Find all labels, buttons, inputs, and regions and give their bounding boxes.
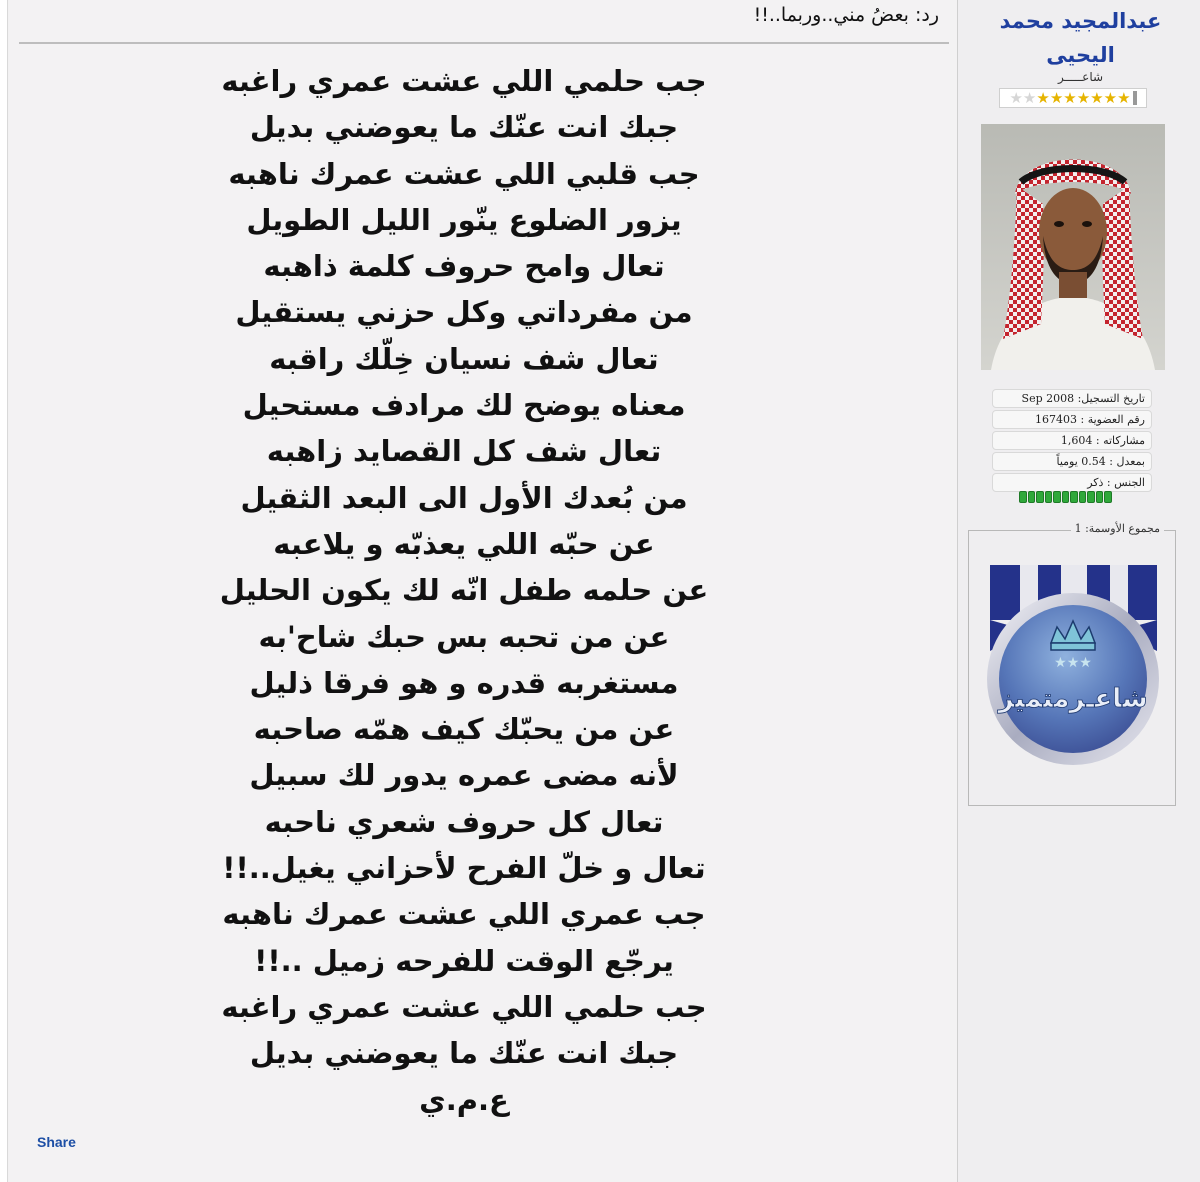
reputation-segment (1062, 491, 1070, 503)
info-registration-date: تاريخ التسجيل: Sep 2008 (992, 389, 1152, 408)
user-sidebar (957, 0, 1200, 1182)
poem-text (199, 58, 729, 1123)
avatar-photo (981, 124, 1165, 370)
poem-line: جبك انت عنّك ما يعوضني بديل (249, 1036, 679, 1071)
poem-line: تعال كل حروف شعري ناحبه (264, 804, 664, 839)
svg-text:★★★: ★★★ (1054, 655, 1092, 671)
reputation-segment (1079, 491, 1087, 503)
rank-star-icon: ★ (1049, 89, 1064, 107)
info-member-number: رقم العضوية : 167403 (992, 410, 1152, 429)
reputation-segment (1096, 491, 1104, 503)
user-rank-title: شاعـــــر (1057, 70, 1104, 84)
poem-line: تعال شف كل القصايد زاهبه (266, 434, 662, 469)
poem-line: من بُعدك الأول الى البعد الثقيل (240, 480, 688, 515)
poem-line: عن من يحبّك كيف همّه صاحبه (253, 712, 675, 747)
medals-legend: مجموع الأوسمة: 1 (1071, 522, 1164, 535)
poem-line: جب حلمي اللي عشت عمري راغبه (221, 64, 707, 98)
poem-line: جب حلمي اللي عشت عمري راغبه (221, 989, 707, 1024)
poem-line: ع.م.ي (419, 1082, 509, 1117)
poem-line: عن من تحبه بس حبك شاح'به (258, 619, 670, 654)
poem-line: معناه يوضح لك مرادف مستحيل (242, 388, 686, 423)
page-left-edge (0, 0, 8, 1182)
rank-star-icon: ★ (1076, 89, 1091, 107)
reputation-segment (1087, 491, 1095, 503)
poem-line: جبك انت عنّك ما يعوضني بديل (249, 110, 679, 145)
poem-line: تعال و خلّ الفرح لأحزاني يغيل..!! (222, 851, 706, 886)
poem-line: عن حبّه اللي يعذبّه و يلاعبه (273, 526, 655, 561)
rank-star-icon: ★ (1063, 89, 1077, 107)
post-divider (19, 42, 949, 44)
poem-line: عن حلمه طفل انّه لك يكون الحليل (219, 573, 709, 608)
rank-star-icon: ★ (1009, 89, 1023, 107)
share-link[interactable]: Share (37, 1134, 76, 1150)
poem-line: تعال وامح حروف كلمة ذاهبه (263, 249, 665, 284)
post-body (9, 0, 957, 1182)
medals-box (968, 530, 1176, 806)
reputation-segment (1019, 491, 1027, 503)
poem-line: جب قلبي اللي عشت عمرك ناهبه (228, 156, 700, 191)
poem-line: مستغربه قدره و هو فرقا ذليل (249, 665, 679, 700)
poem-line: يزور الضلوع ينّور الليل الطويل (246, 202, 682, 237)
reputation-segment (1036, 491, 1044, 503)
rank-star-icon: ★ (1103, 89, 1118, 107)
poem-line: من مفرداتي وكل حزني يستقيل (235, 295, 693, 330)
poem-line: يرجّع الوقت للفرحه زميل ..!! (254, 943, 674, 978)
reputation-bar (1019, 491, 1112, 503)
avatar[interactable] (981, 124, 1165, 370)
poem-line: جب عمري اللي عشت عمرك ناهبه (222, 897, 706, 932)
medal-caption: شاعـرمتميز (998, 684, 1148, 714)
rank-star-icon: ★ (1090, 89, 1104, 107)
info-daily-rate: بمعدل : 0.54 يومياً (992, 452, 1152, 471)
rank-star-icon: ★ (1117, 89, 1131, 107)
rank-stars (999, 88, 1147, 108)
reputation-segment (1028, 491, 1036, 503)
username-link[interactable]: عبدالمجيد محمد اليحيى (999, 9, 1162, 67)
reputation-segment (1053, 491, 1061, 503)
rank-star-icon: ★ (1036, 89, 1050, 107)
reputation-segment (1070, 491, 1078, 503)
info-post-count: مشاركاته : 1,604 (992, 431, 1152, 450)
rank-bar-cap (1133, 91, 1137, 105)
poem-line: لأنه مضى عمره يدور لك سبيل (249, 758, 679, 793)
reputation-segment (1104, 491, 1112, 503)
poem-line: تعال شف نسيان خِلّك راقبه (269, 341, 659, 376)
reputation-segment (1045, 491, 1053, 503)
rank-star-icon: ★ (1022, 89, 1037, 107)
post-title: رد: بعضُ مني..وربما..!! (753, 4, 939, 26)
info-gender: الجنس : ذكر (992, 473, 1152, 492)
medal-badge-icon[interactable] (969, 531, 1177, 807)
